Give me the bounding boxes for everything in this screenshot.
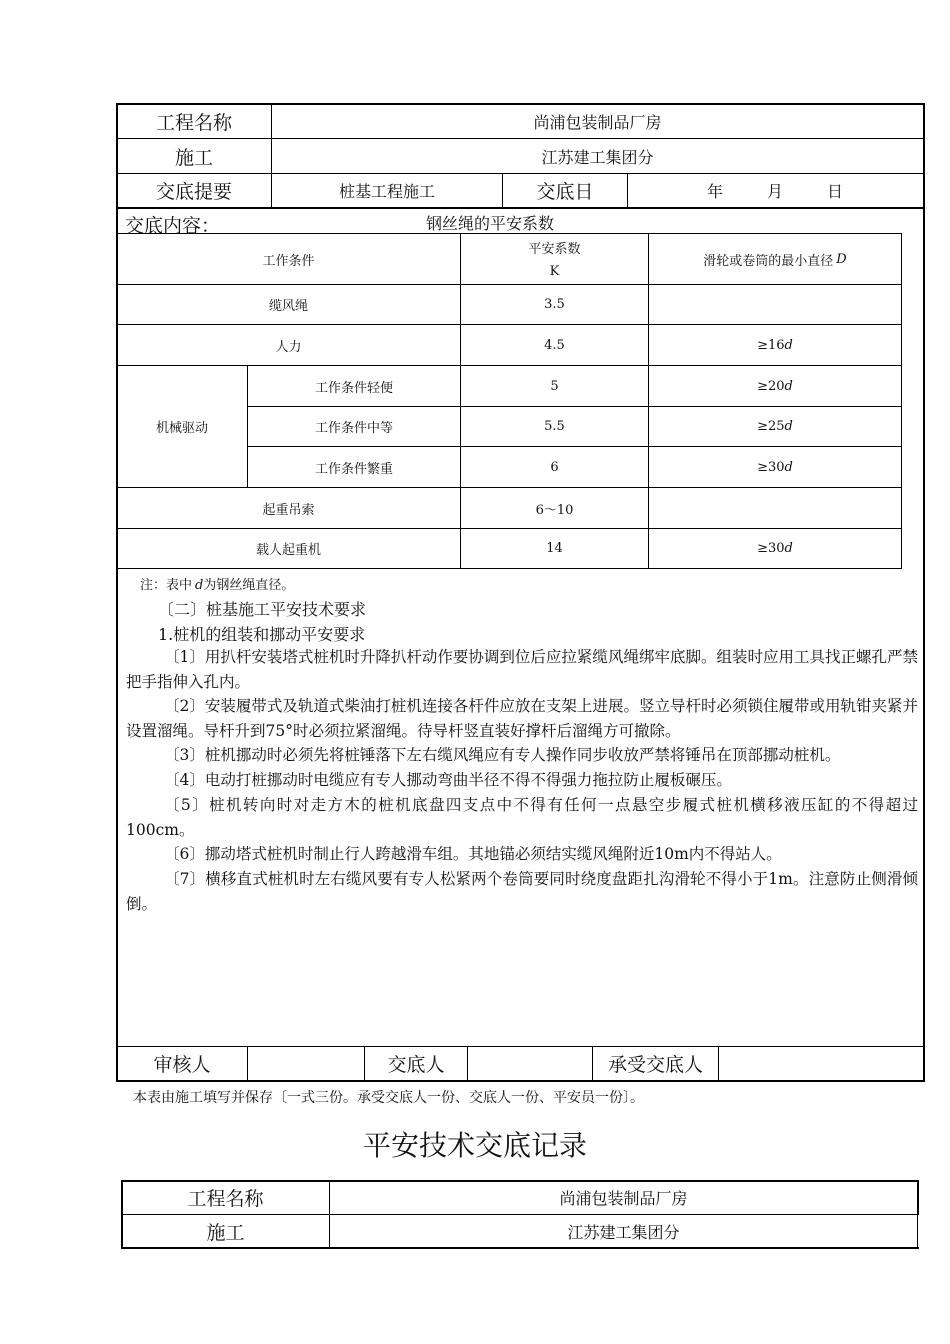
content-label: 交底内容： — [125, 215, 221, 237]
second-construction-value: 江苏建工集团分 — [567, 1222, 680, 1242]
paragraph-1: 〔1〕用扒杆安装塔式桩机时升降扒杆动作要协调到位后应拉紧缆风绳绑牢底脚。组装时应用工具找正螺孔严禁把手指伸入孔内。 — [126, 648, 918, 691]
receiver-signature[interactable] — [719, 1047, 923, 1080]
project-name-value: 尚浦包装制品厂房 — [533, 112, 662, 132]
diameter-unit: d — [784, 337, 793, 353]
diameter-unit: d — [784, 378, 793, 394]
paragraph-7: 〔7〕横移直式桩机时左右缆风要有专人松紧两个卷筒要同时绕度盘距扎沟滑轮不得小于1m。注意防止侧滑倾倒。 — [126, 870, 918, 913]
row-diameter — [649, 488, 901, 528]
row-condition: 缆风绳 — [268, 299, 308, 314]
submitter-label: 交底人 — [387, 1054, 445, 1076]
paragraph-6: 〔6〕挪动塔式桩机时制止行人跨越滑车组。其地锚必须结实缆风绳附近10m内不得站人。 — [164, 845, 782, 863]
paragraph-2: 〔2〕安装履带式及轨道式柴油打桩机连接各杆件应放在支架上进展。竖立导杆时必须锁住履带或用轨钳夹紧并设置溜绳。导杆升到75°时必须拉紧溜绳。待导杆竖直装好撑杆后溜绳方可撤除。 — [126, 697, 918, 740]
diameter-value: ≥25 — [757, 419, 785, 434]
date-year: 年 — [706, 182, 723, 201]
diameter-unit: d — [784, 419, 793, 434]
row-diameter — [649, 366, 901, 406]
row-factor: 5 — [550, 378, 559, 394]
row-condition: 起重吊索 — [262, 502, 315, 518]
row-factor: 6～10 — [535, 502, 574, 518]
row-factor: 6 — [550, 459, 559, 475]
receiver-label: 承受交底人 — [607, 1054, 703, 1076]
diameter-symbol: D — [836, 251, 847, 267]
second-project-name-value: 尚浦包装制品厂房 — [559, 1189, 688, 1208]
row-factor: 4.5 — [544, 337, 565, 353]
date-label: 交底日 — [536, 181, 594, 203]
paragraph-5: 〔5〕桩机转向时对走方木的桩机底盘四支点中不得有任何一点悬空步履式桩机横移液压缸的不得超过100cm。 — [126, 796, 918, 839]
date-month: 月 — [766, 182, 783, 201]
diameter-unit: d — [784, 541, 793, 556]
col-header-diameter — [649, 234, 901, 284]
note-prefix: 注：表中 — [140, 578, 193, 593]
diameter-value: ≥16 — [757, 337, 785, 353]
note-suffix: 为钢丝绳直径。 — [203, 578, 295, 593]
row-factor: 14 — [546, 541, 563, 556]
col-header-factor-line1: 平安系数 — [528, 241, 581, 257]
section-title: 〔二〕桩基施工平安技术要求 — [158, 600, 367, 619]
group-label: 机械驱动 — [155, 421, 208, 436]
row-condition: 载人起重机 — [255, 543, 321, 558]
second-construction-label: 施工 — [206, 1221, 245, 1244]
table-note — [140, 574, 294, 593]
paragraph-3: 〔3〕桩机挪动时必须先将桩锤落下左右缆风绳应有专人操作同步收放严禁将锤吊在顶部挪动桩机。 — [164, 746, 841, 764]
construction-label: 施工 — [174, 146, 213, 169]
table-title: 钢丝绳的平安系数 — [425, 213, 554, 233]
paragraph-4: 〔4〕电动打桩挪动时电缆应有专人挪动弯曲半径不得不得强力拖拉防止履板碾压。 — [164, 771, 732, 789]
row-condition: 工作条件繁重 — [314, 461, 393, 477]
row-condition: 工作条件中等 — [314, 421, 393, 436]
diameter-header-text: 滑轮或卷筒的最小直径 — [703, 253, 834, 269]
summary-value: 桩基工程施工 — [338, 182, 435, 201]
construction-value: 江苏建工集团分 — [541, 147, 654, 167]
row-factor: 3.5 — [544, 297, 565, 312]
second-project-name-label: 工程名称 — [187, 1188, 264, 1210]
diameter-value: ≥20 — [757, 378, 785, 394]
row-diameter — [649, 285, 901, 324]
row-factor: 5.5 — [544, 419, 565, 434]
reviewer-signature[interactable] — [248, 1047, 364, 1080]
row-condition: 工作条件轻便 — [314, 380, 393, 396]
subsection-title: 1.桩机的组装和挪动平安要求 — [158, 625, 366, 644]
row-condition: 人力 — [275, 339, 302, 355]
diameter-value: ≥30 — [757, 541, 785, 556]
second-form-title: 平安技术交底记录 — [362, 1129, 587, 1162]
row-diameter — [649, 407, 901, 446]
row-diameter — [649, 529, 901, 568]
note-symbol: d — [195, 578, 204, 593]
date-day: 日 — [826, 182, 843, 201]
diameter-unit: d — [784, 459, 793, 475]
reviewer-label: 审核人 — [153, 1054, 211, 1076]
project-name-label: 工程名称 — [155, 111, 232, 134]
col-header-condition: 工作条件 — [262, 253, 315, 269]
submitter-signature[interactable] — [468, 1047, 592, 1080]
col-header-factor-line2: K — [549, 263, 560, 279]
row-diameter — [649, 325, 901, 365]
footer-note: 本表由施工填写并保存〔一式三份。承受交底人一份、交底人一份、平安员一份〕。 — [133, 1090, 644, 1106]
diameter-value: ≥30 — [757, 459, 785, 475]
summary-label: 交底提要 — [155, 181, 232, 203]
row-diameter — [649, 447, 901, 487]
